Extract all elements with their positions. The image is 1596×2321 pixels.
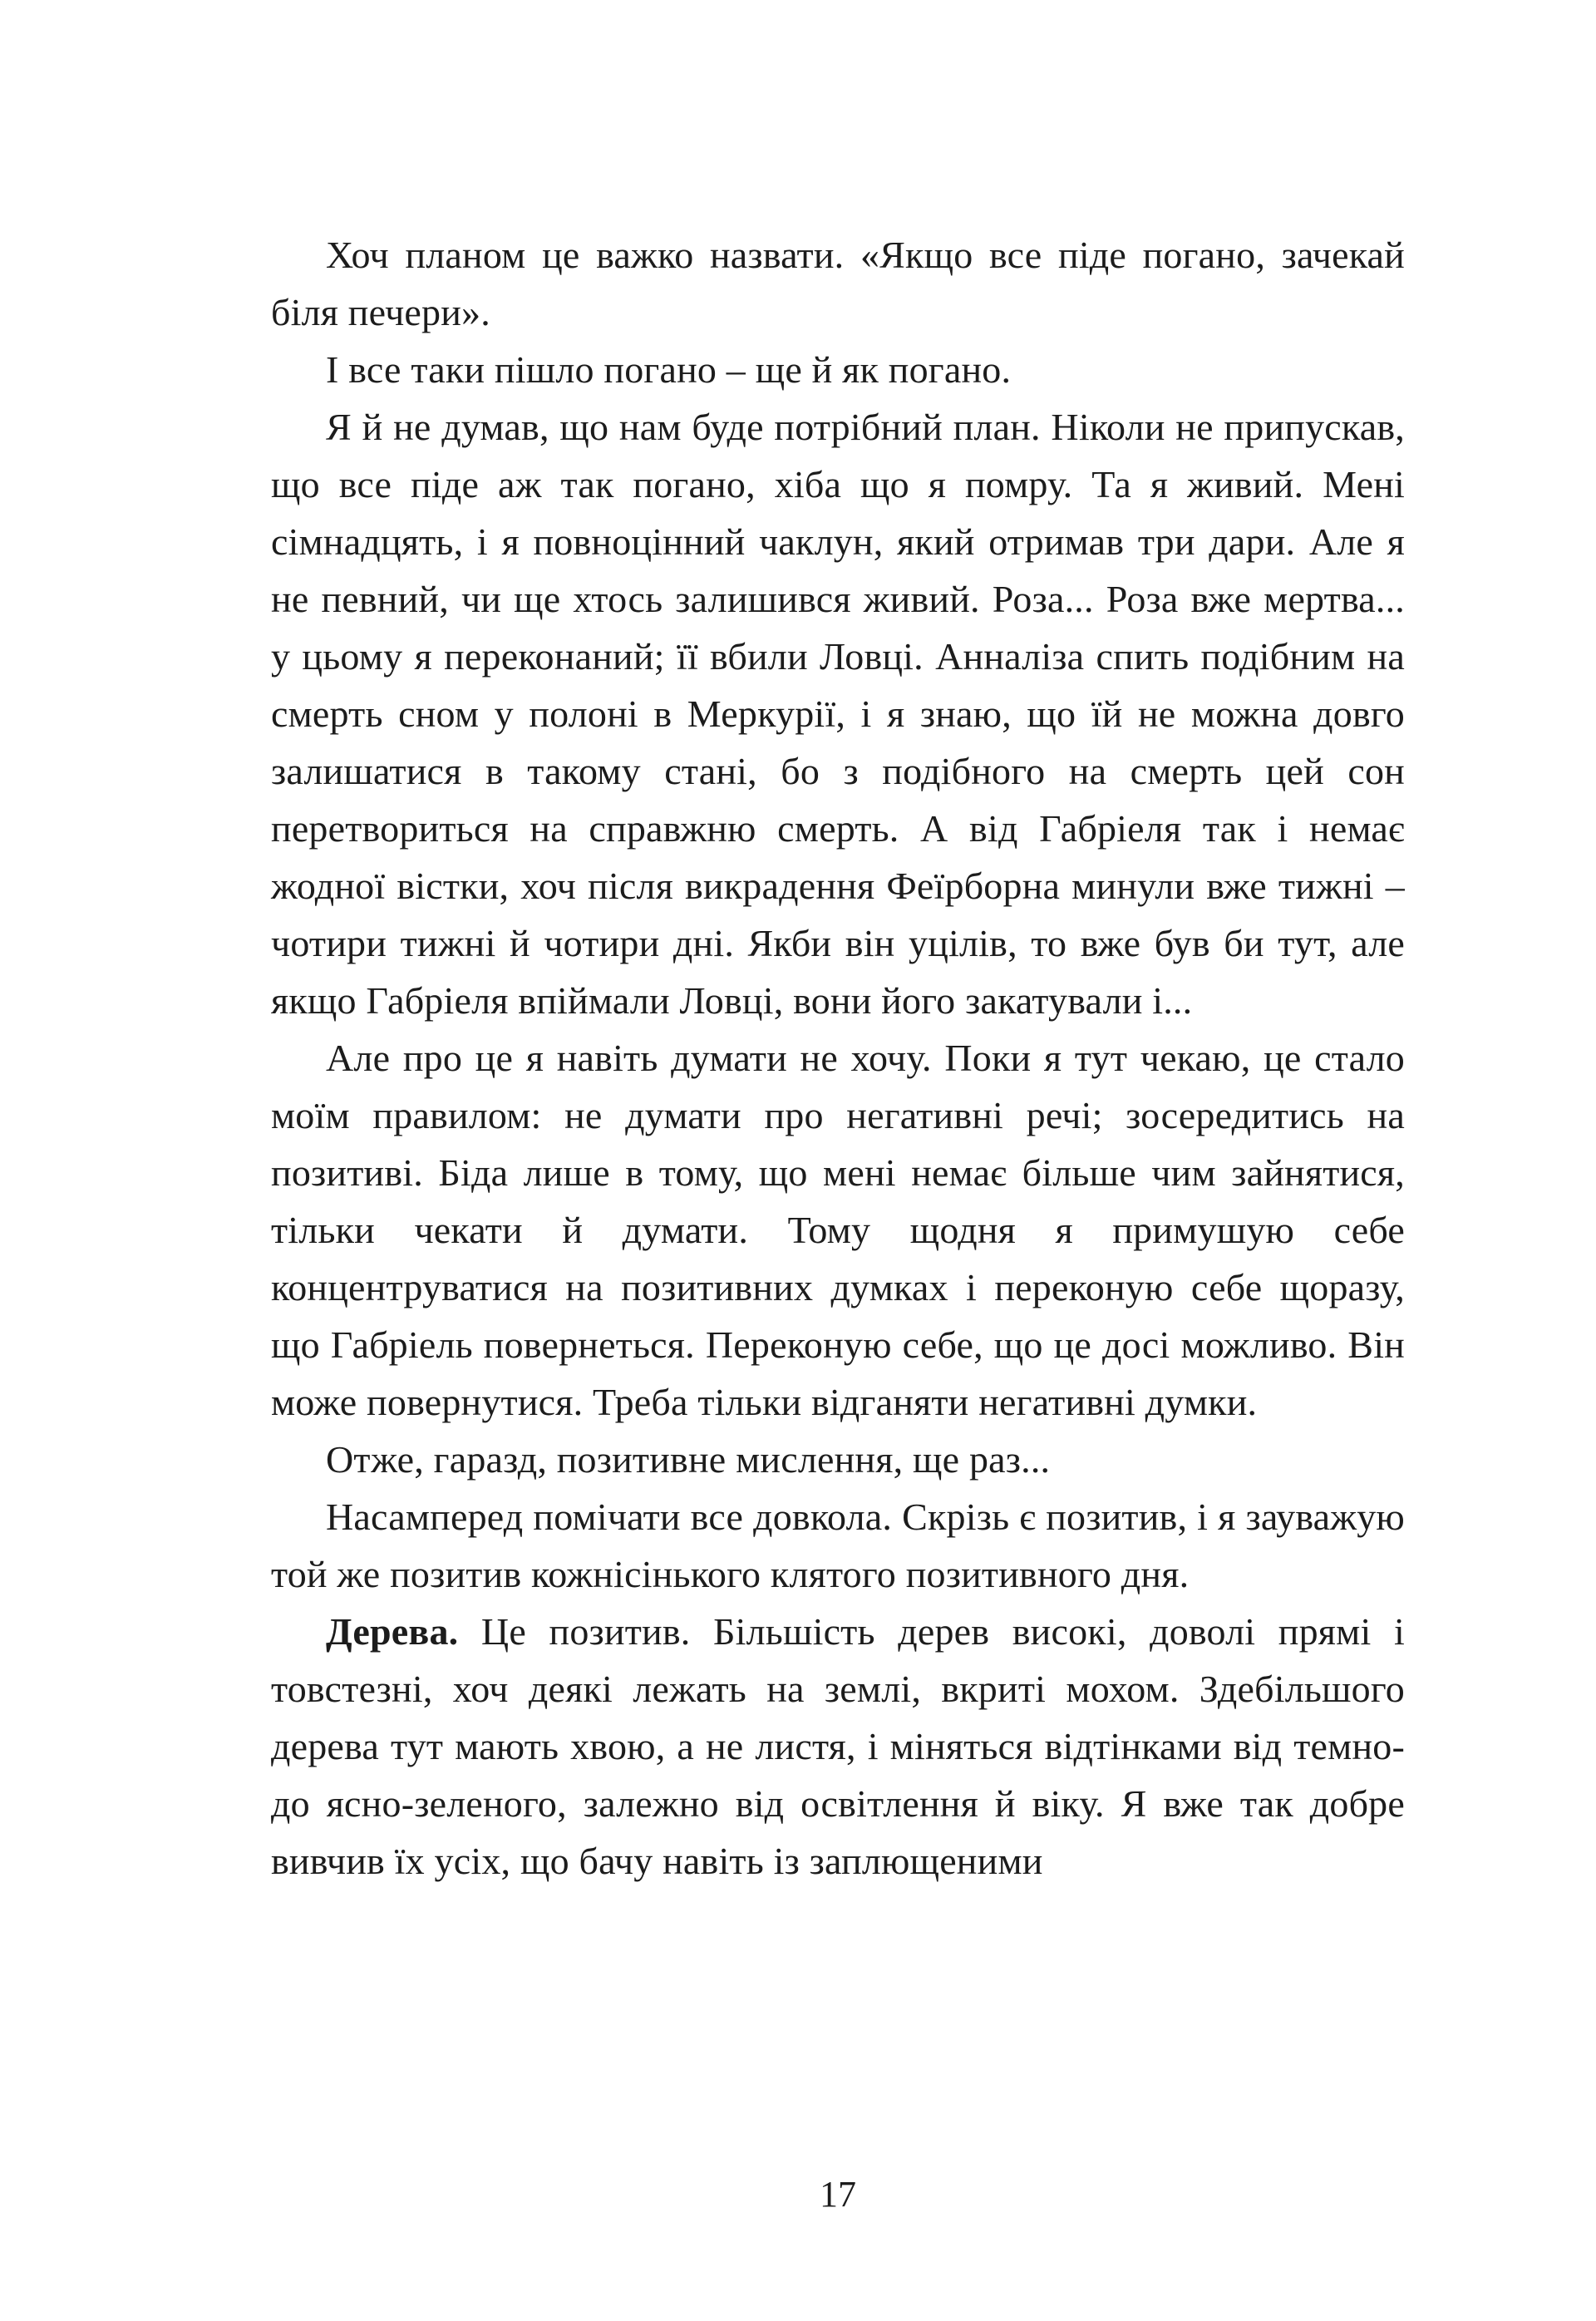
paragraph — [271, 1603, 1405, 1890]
paragraph: І все таки пішло погано – ще й як погано. — [326, 348, 1012, 391]
page-text-block — [271, 226, 1405, 1890]
paragraph-lead-word: Дерева. — [326, 1610, 459, 1653]
paragraph: Отже, гаразд, позитивне мислення, ще раз... — [326, 1438, 1051, 1481]
paragraph: Але про це я навіть думати не хочу. Поки я тут чекаю, це стало моїм правилом: не думати про негативні речі; зосередитись на позитиві. Біда лише в тому, що мені немає більше чим зайнятися, тільки чекати й думати. Тому щодня я примушую себе концентруватися на позитивних думках і переконую себе щоразу, що Габріель повернеться. Переконую себе, що це досі можливо. Він може повернутися. Треба тільки відганяти негативні думки. — [271, 1037, 1405, 1423]
paragraph: Насамперед помічати все довкола. Скрізь є позитив, і я зауважую той же позитив кожнісінького клятого позитивного дня. — [271, 1496, 1405, 1595]
paragraph: Хоч планом це важко назвати. «Якщо все піде погано, зачекай біля печери». — [271, 234, 1405, 333]
paragraph: Я й не думав, що нам буде потрібний план. Ніколи не припускав, що все піде аж так погано, хіба що я помру. Та я живий. Мені сімнадцять, і я повноцінний чаклун, який отримав три дари. Але я не певний, чи ще хтось залишився живий. Роза... Роза вже мертва... у цьому я переконаний; її вбили Ловці. Анналіза спить подібним на смерть сном у полоні в Меркурії, і я знаю, що їй не можна довго залишатися в такому стані, бо з подібного на смерть цей сон перетвориться на справжню смерть. А від Габріеля так і немає жодної вістки, хоч після викрадення Феїрборна минули вже тижні – чотири тижні й чотири дні. Якби він уцілів, то вже був би тут, але якщо Габріеля впіймали Ловці, вони його закатували і... — [271, 406, 1405, 1022]
page-number: 17 — [820, 2174, 856, 2215]
paragraph-continuation: Це позитив. Більшість дерев високі, доволі прямі і товстезні, хоч деякі лежать на землі, вкриті мохом. Здебільшого дерева тут мають хвою, а не листя, і міняться відтінками від темно- до ясно-зеленого, залежно від освітлення й віку. Я вже так добре вивчив їх усіх, що бачу навіть із заплющеними — [271, 1610, 1405, 1882]
